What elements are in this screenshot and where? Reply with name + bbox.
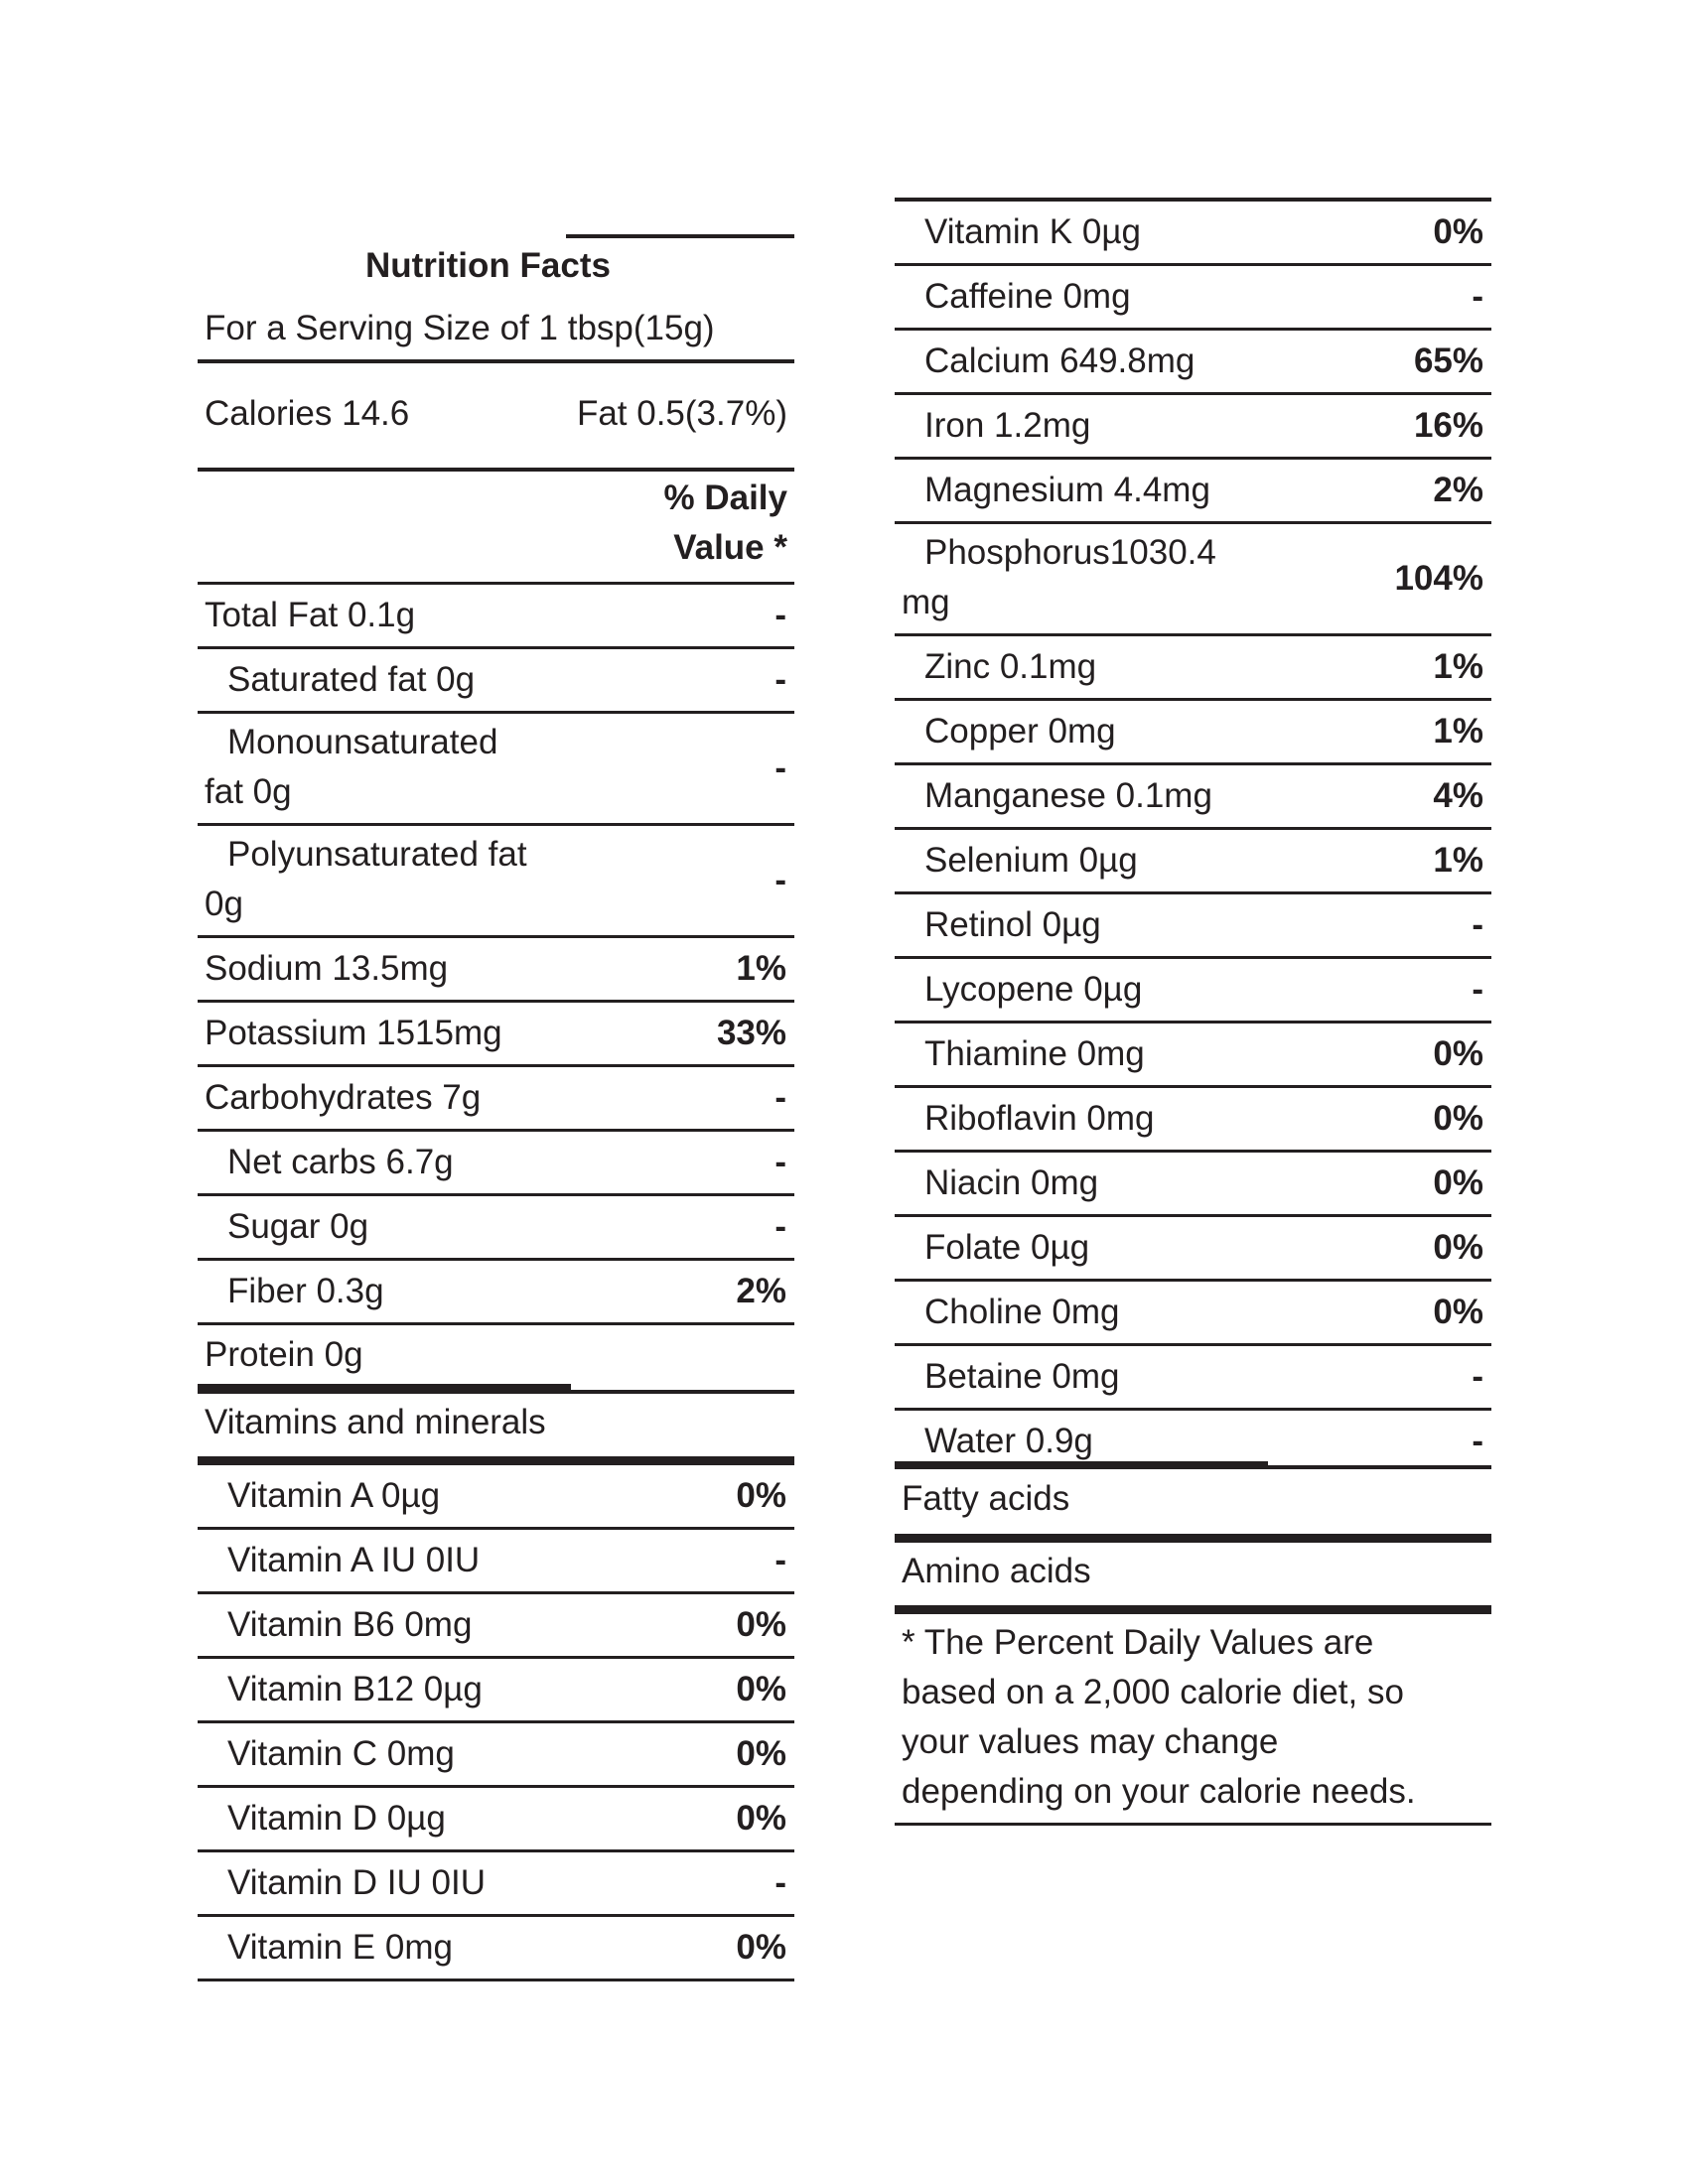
thick-rule	[895, 1605, 1491, 1614]
daily-value: 33%	[716, 1014, 786, 1052]
daily-value: 0%	[736, 1670, 786, 1708]
nutrient-row	[895, 395, 1491, 457]
daily-value: 0%	[736, 1476, 786, 1515]
nutrient-row	[198, 1852, 794, 1914]
nutrient-name: Vitamin D 0µg	[227, 1799, 446, 1838]
nutrient-name: Choline 0mg	[924, 1293, 1120, 1331]
daily-value: 0%	[736, 1928, 786, 1967]
nutrient-name: Vitamin B12 0µg	[227, 1670, 483, 1708]
vitamins-header: Vitamins and minerals	[205, 1403, 546, 1441]
nutrient-row	[198, 1261, 794, 1322]
daily-value: 0%	[1433, 1034, 1483, 1073]
dv-header-line1: % Daily	[663, 478, 787, 517]
daily-value: -	[774, 1143, 786, 1181]
daily-value: 0%	[736, 1799, 786, 1838]
daily-value: -	[774, 1863, 786, 1902]
nutrient-row	[198, 1067, 794, 1129]
nutrient-row	[198, 1530, 794, 1591]
nutrient-name: Caffeine 0mg	[924, 277, 1131, 316]
nutrient-row	[895, 959, 1491, 1021]
nutrient-name: Magnesium 4.4mg	[924, 471, 1210, 509]
nutrient-row	[198, 1003, 794, 1064]
divider	[895, 1465, 1491, 1469]
nutrient-name: Polyunsaturated fat	[227, 835, 527, 874]
nutrient-name-continued: 0g	[205, 885, 243, 923]
nutrient-name: Total Fat 0.1g	[205, 596, 416, 634]
nutrient-row	[895, 1217, 1491, 1279]
daily-value: -	[774, 1078, 786, 1117]
daily-value: -	[774, 861, 786, 899]
calories-from-fat: Fat 0.5(3.7%)	[576, 394, 787, 433]
nutrient-row	[198, 714, 794, 823]
nutrient-row	[198, 1196, 794, 1258]
nutrient-name: Retinol 0µg	[924, 905, 1101, 944]
daily-value: 0%	[1433, 1293, 1483, 1331]
nutrient-row	[198, 585, 794, 646]
nutrient-row	[895, 830, 1491, 891]
nutrient-name: Thiamine 0mg	[924, 1034, 1145, 1073]
footnote-line: * The Percent Daily Values are	[902, 1623, 1374, 1662]
daily-value: -	[774, 596, 786, 634]
daily-value: -	[774, 1541, 786, 1579]
nutrient-row	[895, 1024, 1491, 1085]
nutrient-row	[198, 938, 794, 1000]
nutrient-row	[198, 1465, 794, 1527]
thick-rule	[198, 1456, 794, 1465]
nutrient-row	[198, 1325, 794, 1384]
nutrient-name: Niacin 0mg	[924, 1163, 1099, 1202]
daily-value: 2%	[1433, 471, 1483, 509]
nutrient-row	[198, 1723, 794, 1785]
nutrient-name: Vitamin A 0µg	[227, 1476, 441, 1515]
daily-value: -	[1472, 1357, 1483, 1396]
nutrient-row	[198, 1788, 794, 1849]
daily-value: 16%	[1413, 406, 1483, 445]
daily-value: 1%	[1433, 712, 1483, 751]
nutrient-row	[198, 1659, 794, 1720]
nutrient-name: Vitamin A IU 0IU	[227, 1541, 481, 1579]
nutrient-name: Zinc 0.1mg	[924, 647, 1097, 686]
nutrient-name: Vitamin B6 0mg	[227, 1605, 473, 1644]
nutrient-row	[895, 1153, 1491, 1214]
nutrient-name: Calcium 649.8mg	[924, 341, 1196, 380]
daily-value: -	[1472, 1422, 1483, 1460]
nutrient-name: Selenium 0µg	[924, 841, 1138, 880]
daily-value: 0%	[1433, 1163, 1483, 1202]
divider	[895, 1823, 1491, 1826]
nutrient-row	[895, 1282, 1491, 1343]
nutrient-name: Saturated fat 0g	[227, 660, 476, 699]
nutrient-name: Copper 0mg	[924, 712, 1116, 751]
nutrition-title: Nutrition Facts	[365, 246, 611, 285]
nutrient-name-continued: fat 0g	[205, 772, 292, 811]
daily-value: -	[774, 660, 786, 699]
nutrient-name: Vitamin C 0mg	[227, 1734, 455, 1773]
nutrient-name: Sodium 13.5mg	[205, 949, 449, 988]
footnote-line: depending on your calorie needs.	[902, 1772, 1416, 1811]
daily-value: -	[774, 1207, 786, 1246]
nutrient-row	[895, 460, 1491, 521]
daily-value: 0%	[736, 1605, 786, 1644]
daily-value: 0%	[1433, 1228, 1483, 1267]
amino-acids: Amino acids	[902, 1552, 1091, 1590]
footnote-line: based on a 2,000 calorie diet, so	[902, 1673, 1404, 1711]
daily-value: 0%	[736, 1734, 786, 1773]
daily-value: -	[1472, 905, 1483, 944]
dv-header-line2: Value *	[673, 528, 787, 567]
daily-value: -	[1472, 970, 1483, 1009]
footnote-line: your values may change	[902, 1722, 1279, 1761]
divider	[198, 359, 794, 363]
nutrient-name: Iron 1.2mg	[924, 406, 1091, 445]
nutrient-row	[895, 1346, 1491, 1408]
nutrient-row	[895, 202, 1491, 263]
daily-value: -	[774, 749, 786, 787]
nutrient-row	[895, 701, 1491, 762]
nutrient-name: Fiber 0.3g	[227, 1272, 384, 1310]
nutrient-name: Riboflavin 0mg	[924, 1099, 1155, 1138]
nutrient-row	[895, 894, 1491, 956]
daily-value: 0%	[1433, 212, 1483, 251]
nutrient-name: Vitamin K 0µg	[924, 212, 1141, 251]
thick-rule	[895, 1534, 1491, 1543]
nutrient-row	[895, 524, 1491, 633]
nutrient-row	[895, 266, 1491, 328]
nutrient-name: Protein 0g	[205, 1334, 363, 1374]
nutrient-name: Lycopene 0µg	[924, 970, 1143, 1009]
daily-value: 1%	[736, 949, 786, 988]
nutrient-row	[895, 331, 1491, 392]
nutrient-name: Betaine 0mg	[924, 1357, 1120, 1396]
nutrient-name: Phosphorus1030.4	[924, 533, 1216, 572]
daily-value: 104%	[1394, 559, 1483, 598]
nutrient-name: Water 0.9g	[924, 1422, 1093, 1460]
daily-value: 65%	[1413, 341, 1483, 380]
nutrient-name: Potassium 1515mg	[205, 1014, 502, 1052]
daily-value: -	[1472, 277, 1483, 316]
nutrient-row	[895, 765, 1491, 827]
nutrient-row	[198, 1594, 794, 1656]
fatty-acids: Fatty acids	[902, 1479, 1070, 1518]
nutrient-row	[198, 826, 794, 935]
nutrient-name: Net carbs 6.7g	[227, 1143, 454, 1181]
nutrient-row	[198, 1132, 794, 1193]
nutrient-name: Folate 0µg	[924, 1228, 1090, 1267]
divider	[198, 468, 794, 472]
calories: Calories 14.6	[205, 394, 410, 433]
nutrient-name: Manganese 0.1mg	[924, 776, 1212, 815]
nutrient-row	[895, 1088, 1491, 1150]
serving-size: For a Serving Size of 1 tbsp(15g)	[205, 309, 715, 347]
daily-value: 2%	[736, 1272, 786, 1310]
row-divider	[198, 1979, 794, 1981]
daily-value: 1%	[1433, 841, 1483, 880]
nutrient-name: Vitamin D IU 0IU	[227, 1863, 486, 1902]
nutrient-name: Vitamin E 0mg	[227, 1928, 453, 1967]
daily-value: 1%	[1433, 647, 1483, 686]
nutrient-name: Sugar 0g	[227, 1207, 369, 1246]
nutrient-name: Carbohydrates 7g	[205, 1078, 482, 1117]
top-rule	[566, 234, 794, 238]
divider	[198, 1390, 794, 1394]
nutrient-name: Monounsaturated	[227, 723, 498, 761]
nutrient-name-continued: mg	[902, 583, 950, 621]
nutrient-row	[198, 1917, 794, 1979]
nutrient-row	[895, 636, 1491, 698]
daily-value: 0%	[1433, 1099, 1483, 1138]
daily-value: 4%	[1433, 776, 1483, 815]
nutrient-row	[198, 649, 794, 711]
